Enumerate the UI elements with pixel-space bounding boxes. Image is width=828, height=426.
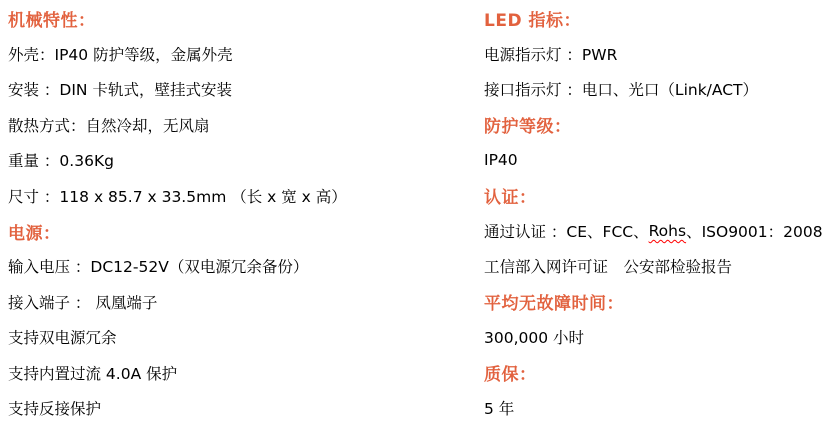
spec-line-port-led: 接口指示灯 ：电口、光口（Link/ACT） bbox=[484, 81, 759, 100]
spec-line-shell: 外壳：IP40 防护等级，金属外壳 bbox=[8, 46, 233, 65]
section-title-mtbf: 平均无故障时间： bbox=[484, 294, 624, 315]
spec-line-cooling: 散热方式：自然冷却，无风扇 bbox=[8, 116, 210, 135]
spec-line-ip-rating: IP40 bbox=[484, 151, 518, 170]
spec-line-power-led: 电源指示灯 ：PWR bbox=[484, 46, 618, 65]
section-title-warranty: 质保： bbox=[484, 365, 537, 386]
right-column bbox=[484, 1, 828, 426]
spec-line-warranty-value: 5 年 bbox=[484, 399, 515, 418]
certifications-prefix: 通过认证 ：CE、FCC、 bbox=[484, 223, 649, 242]
section-title-protection: 防护等级： bbox=[484, 117, 572, 138]
misspelled-word: Rohs bbox=[648, 222, 687, 241]
spec-line-certifications bbox=[484, 213, 828, 248]
section-title-led: LED 指标： bbox=[484, 11, 581, 32]
spec-line-mtbf-value: 300,000 小时 bbox=[484, 329, 585, 348]
spec-line-weight: 重量 ：0.36Kg bbox=[8, 152, 114, 171]
spec-line-reverse-protection: 支持反接保护 bbox=[8, 399, 102, 418]
section-title-mechanical: 机械特性： bbox=[8, 11, 96, 32]
spec-line-mounting: 安装 ：DIN 卡轨式，壁挂式安装 bbox=[8, 81, 232, 100]
spec-line-input-voltage: 输入电压 ：DC12-52V（双电源冗余备份） bbox=[8, 258, 309, 277]
spec-line-licenses: 工信部入网许可证 公安部检验报告 bbox=[484, 258, 733, 277]
certifications-suffix: 、ISO9001：2008 bbox=[686, 223, 823, 242]
spec-line-overcurrent: 支持内置过流 4.0A 保护 bbox=[8, 364, 178, 383]
section-title-power: 电源： bbox=[8, 223, 61, 244]
spec-line-terminal: 接入端子 ： 凤凰端子 bbox=[8, 293, 158, 312]
section-title-certification: 认证： bbox=[484, 188, 537, 209]
left-column bbox=[8, 1, 478, 426]
spec-line-dimensions: 尺寸 ：118 x 85.7 x 33.5mm （长 x 宽 x 高） bbox=[8, 187, 347, 206]
spec-line-dual-power: 支持双电源冗余 bbox=[8, 329, 117, 348]
